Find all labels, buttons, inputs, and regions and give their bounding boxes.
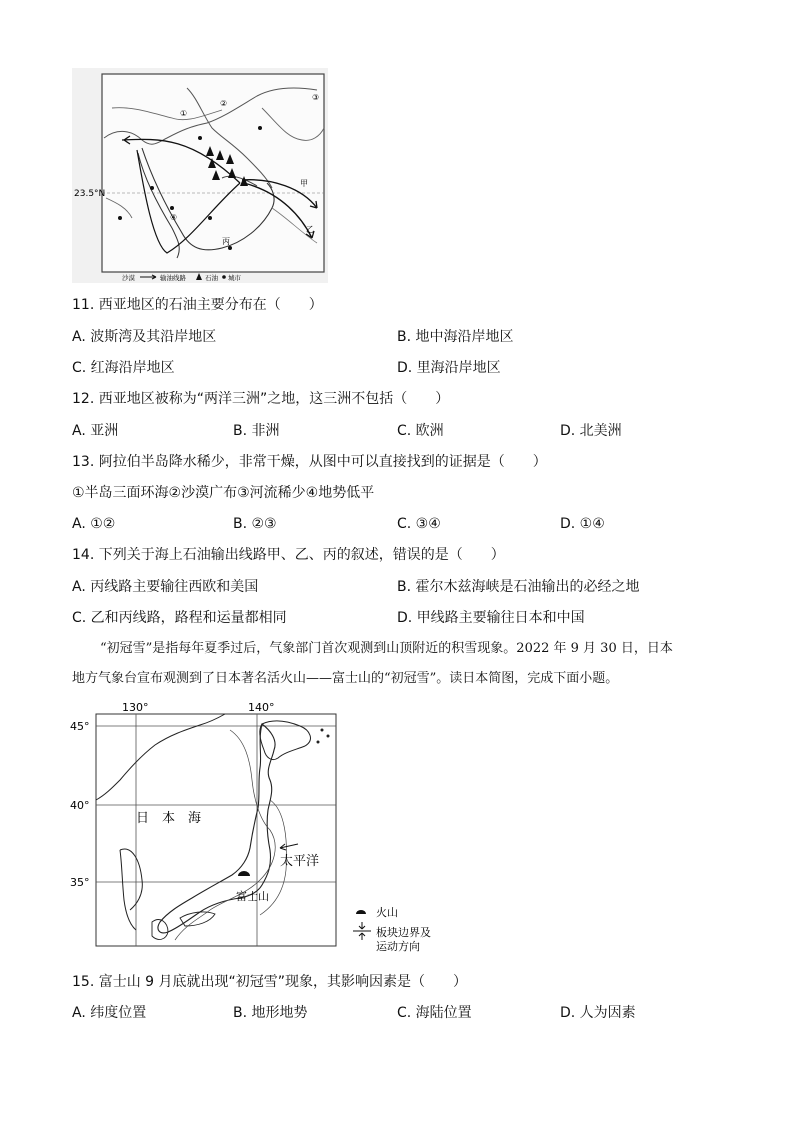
legend-boundary-label-1: 板块边界及 (376, 926, 431, 939)
sea-of-japan-label: 日 本 海 (136, 811, 202, 826)
q12-option-a[interactable]: A. 亚洲 (72, 423, 119, 439)
question-14-stem: 14. 下列关于海上石油输出线路甲、乙、丙的叙述，错误的是（ ） (72, 547, 505, 563)
legend-route-label: 输油线路 (160, 274, 186, 282)
route-jia-label: 甲 (300, 179, 308, 188)
lon-130-label: 130° (122, 701, 149, 714)
legend-boundary-label-2: 运动方向 (376, 940, 420, 952)
q12-option-d[interactable]: D. 北美洲 (560, 423, 622, 439)
marker-3: ③ (312, 93, 320, 102)
q14-option-d[interactable]: D. 甲线路主要输往日本和中国 (397, 610, 585, 626)
q15-option-c[interactable]: C. 海陆位置 (397, 1005, 472, 1021)
q15-option-d[interactable]: D. 人为因素 (560, 1005, 636, 1021)
volcano-legend-icon (356, 910, 366, 914)
west-asia-map (72, 68, 328, 283)
q14-option-b[interactable]: B. 霍尔木兹海峡是石油输出的必经之地 (397, 579, 640, 595)
q11-option-b[interactable]: B. 地中海沿岸地区 (397, 329, 514, 345)
q14-option-a[interactable]: A. 丙线路主要输往西欧和美国 (72, 579, 259, 595)
passage-line-2: 地方气象台宣布观测到了日本著名活火山——富士山的“初冠雪”。读日本简图，完成下面小题。 (72, 671, 619, 686)
route-yi-label: 乙 (306, 225, 314, 234)
latitude-label: 23.5°N (74, 189, 106, 199)
marker-1: ① (180, 109, 188, 118)
q13-option-b[interactable]: B. ②③ (233, 516, 277, 532)
q15-option-a[interactable]: A. 纬度位置 (72, 1005, 147, 1021)
q11-option-d[interactable]: D. 里海沿岸地区 (397, 360, 501, 376)
q13-option-c[interactable]: C. ③④ (397, 516, 441, 532)
question-15-stem: 15. 富士山 9 月底就出现“初冠雪”现象，其影响因素是（ ） (72, 974, 468, 990)
question-12-stem: 12. 西亚地区被称为“两洋三洲”之地，这三洲不包括（ ） (72, 391, 450, 407)
japan-map (60, 700, 460, 952)
map2-legend (353, 905, 431, 952)
route-bing-label: 丙 (222, 237, 230, 246)
legend-oil-label: 石油 (205, 274, 218, 282)
q12-option-b[interactable]: B. 非洲 (233, 423, 280, 439)
lat-40-label: 40° (70, 799, 90, 812)
q15-option-b[interactable]: B. 地形地势 (233, 1005, 308, 1021)
marker-2: ② (220, 99, 228, 108)
legend-city-label: 城市 (228, 274, 241, 282)
q13-option-d[interactable]: D. ①④ (560, 516, 605, 532)
legend-desert-label: 沙漠 (122, 274, 135, 282)
question-13-statements: ①半岛三面环海②沙漠广布③河流稀少④地势低平 (72, 485, 375, 501)
lat-45-label: 45° (70, 720, 90, 733)
q13-option-a[interactable]: A. ①② (72, 516, 116, 532)
lon-140-label: 140° (248, 701, 275, 714)
marker-4: ④ (170, 213, 178, 222)
question-11-stem: 11. 西亚地区的石油主要分布在（ ） (72, 297, 323, 313)
legend-volcano-label: 火山 (376, 906, 398, 919)
question-13-stem: 13. 阿拉伯半岛降水稀少，非常干燥，从图中可以直接找到的证据是（ ） (72, 454, 547, 470)
lat-35-label: 35° (70, 876, 90, 889)
q11-option-c[interactable]: C. 红海沿岸地区 (72, 360, 175, 376)
passage-line-1: “初冠雪”是指每年夏季过后，气象部门首次观测到山顶附近的积雪现象。2022 年 9 月 30 日，日本 (100, 641, 673, 656)
q11-option-a[interactable]: A. 波斯湾及其沿岸地区 (72, 329, 217, 345)
mt-fuji-label: 富士山 (236, 890, 269, 903)
q12-option-c[interactable]: C. 欧洲 (397, 423, 444, 439)
pacific-ocean-label: 太平洋 (280, 854, 320, 869)
q14-option-c[interactable]: C. 乙和丙线路，路程和运量都相同 (72, 610, 287, 626)
